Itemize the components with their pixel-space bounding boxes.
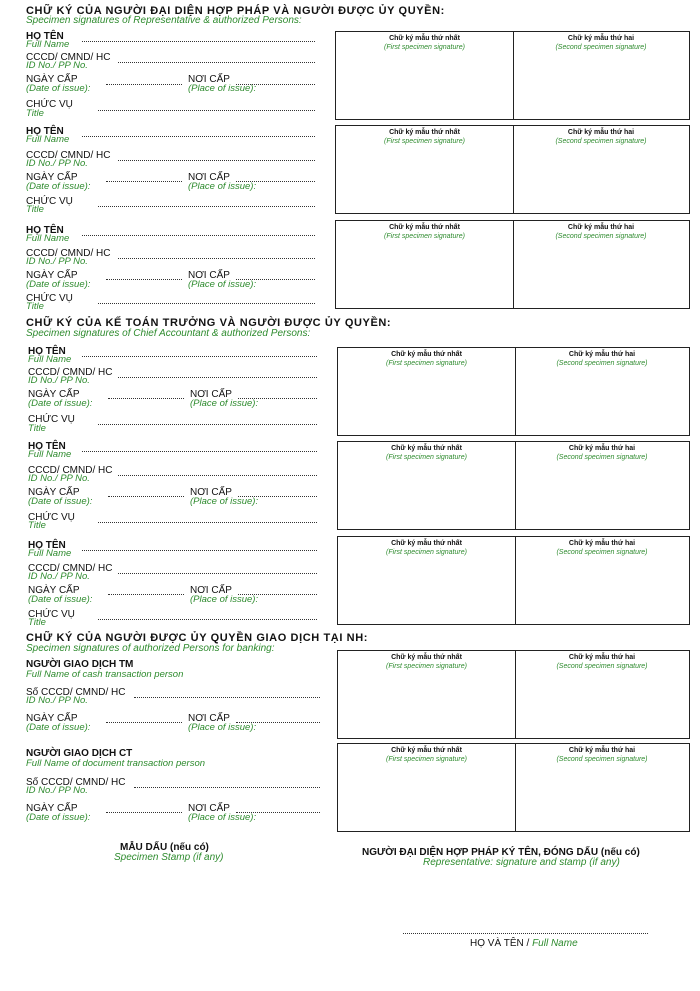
id-field[interactable] [118,62,315,63]
section3-title: CHỮ KÝ CỦA NGƯỜI ĐƯỢC ỦY QUYỀN GIAO DỊCH TẠI NH: [26,632,369,644]
full-name-label: HỌ TÊN [28,441,66,452]
first-signature-cell[interactable] [336,126,513,213]
id-label-en: ID No./ PP No. [26,695,88,706]
title-label-en: Title [26,301,44,312]
issue-date-label: NGÀY CẤP [26,270,78,281]
full-name-label: HỌ TÊN [26,225,64,236]
full-name-caption [470,938,578,949]
full-name-field[interactable] [82,356,317,357]
second-signature-cell[interactable] [515,537,689,624]
first-signature-label: Chữ ký mẫu thứ nhất [391,747,462,754]
second-signature-label-en: (Second specimen signature) [555,233,647,240]
full-name-label: HỌ TÊN [26,31,64,42]
full-name-field[interactable] [82,235,315,236]
id-label-en: ID No./ PP No. [26,60,88,71]
issue-place-label: NƠI CẤP [190,585,232,596]
issue-place-label-en: (Place of issue): [188,722,257,733]
title-field[interactable] [98,522,317,523]
first-signature-label-en: (First specimen signature) [384,233,465,240]
first-signature-label-en: (First specimen signature) [386,454,467,461]
title-label: CHỨC VỤ [28,414,75,425]
first-signature-label: Chữ ký mẫu thứ nhất [389,129,460,136]
full-name-field[interactable] [82,451,317,452]
issue-date-label-en: (Date of issue): [26,181,91,192]
issue-place-label-en: (Place of issue): [190,594,259,605]
issue-date-field[interactable] [108,398,184,399]
first-signature-label-en: (First specimen signature) [384,138,465,145]
issue-date-label: NGÀY CẤP [26,74,78,85]
full-name-label: HỌ TÊN [26,126,64,137]
id-field[interactable] [118,258,315,259]
first-signature-cell[interactable] [336,221,513,308]
signature-box[interactable] [337,743,690,832]
issue-place-label-en: (Place of issue): [188,181,257,192]
second-signature-cell[interactable] [515,744,689,831]
stamp-label: MẪU DẤU (nếu có) [120,842,209,853]
second-signature-label: Chữ ký mẫu thứ hai [567,129,635,136]
issue-date-label-en: (Date of issue): [28,594,93,605]
first-signature-label: Chữ ký mẫu thứ nhất [391,351,462,358]
issue-date-field[interactable] [106,84,182,85]
issue-date-field[interactable] [108,496,184,497]
issue-place-label: NƠI CẤP [188,803,230,814]
id-field[interactable] [118,160,315,161]
second-signature-cell[interactable] [513,126,689,213]
issue-date-label-en: (Date of issue): [28,398,93,409]
second-signature-cell[interactable] [515,442,689,529]
full-name-field[interactable] [82,136,315,137]
cash-person-label-en: Full Name of cash transaction person [26,669,184,680]
cash-person-label: NGƯỜI GIAO DỊCH TM [26,659,134,670]
second-signature-cell[interactable] [513,32,689,119]
first-signature-label-en: (First specimen signature) [386,663,467,670]
id-label-en: ID No./ PP No. [28,375,90,386]
full-name-label: HỌ TÊN [28,346,66,357]
issue-place-label: NƠI CẤP [188,172,230,183]
signature-box[interactable] [337,347,690,436]
first-signature-label: Chữ ký mẫu thứ nhất [389,35,460,42]
first-signature-cell[interactable] [338,651,515,738]
title-label: CHỨC VỤ [26,293,73,304]
id-label: CCCD/ CMND/ HC [26,150,111,161]
id-label-en: ID No./ PP No. [28,473,90,484]
title-label-en: Title [28,617,46,628]
section2-title: CHỮ KÝ CỦA KẾ TOÁN TRƯỞNG VÀ NGƯỜI ĐƯỢC ỦY QUYỀN: [26,317,392,329]
issue-place-label: NƠI CẤP [188,713,230,724]
representative-label-en: Representative: signature and stamp (if any) [423,857,620,868]
second-signature-label-en: (Second specimen signature) [556,756,648,763]
issue-date-label-en: (Date of issue): [26,722,91,733]
first-signature-cell[interactable] [336,32,513,119]
first-signature-cell[interactable] [338,442,515,529]
issue-date-label: NGÀY CẤP [28,585,80,596]
issue-place-label: NƠI CẤP [190,389,232,400]
first-signature-cell[interactable] [338,348,515,435]
second-signature-label: Chữ ký mẫu thứ hai [568,747,636,754]
issue-date-label-en: (Date of issue): [28,496,93,507]
title-label-en: Title [26,108,44,119]
title-label: CHỨC VỤ [28,512,75,523]
first-signature-label: Chữ ký mẫu thứ nhất [391,654,462,661]
title-label-en: Title [28,423,46,434]
title-field[interactable] [98,619,317,620]
issue-place-field[interactable] [238,496,317,497]
title-label-en: Title [26,204,44,215]
second-signature-label: Chữ ký mẫu thứ hai [568,351,636,358]
section2-subtitle: Specimen signatures of Chief Accountant & authorized Persons: [26,328,311,339]
first-signature-cell[interactable] [338,537,515,624]
first-signature-label-en: (First specimen signature) [384,44,465,51]
id-label-en: ID No./ PP No. [26,256,88,267]
first-signature-label: Chữ ký mẫu thứ nhất [391,540,462,547]
issue-place-label-en: (Place of issue): [188,279,257,290]
second-signature-label: Chữ ký mẫu thứ hai [567,35,635,42]
issue-place-label: NƠI CẤP [190,487,232,498]
issue-date-label-en: (Date of issue): [26,279,91,290]
issue-place-field[interactable] [238,398,317,399]
second-signature-label: Chữ ký mẫu thứ hai [568,654,636,661]
full-name-field[interactable] [82,41,315,42]
second-signature-cell[interactable] [515,348,689,435]
issue-place-label: NƠI CẤP [188,74,230,85]
full-name-label-en: Full Name [26,233,70,244]
id-label-en: ID No./ PP No. [28,571,90,582]
issue-place-field[interactable] [236,812,320,813]
first-signature-label-en: (First specimen signature) [386,756,467,763]
issue-place-field[interactable] [238,594,317,595]
first-signature-label-en: (First specimen signature) [386,549,467,556]
first-signature-label: Chữ ký mẫu thứ nhất [391,445,462,452]
id-label: Số CCCD/ CMND/ HC [26,687,126,698]
id-field[interactable] [134,697,320,698]
signature-box[interactable] [337,650,690,739]
representative-label: NGƯỜI ĐẠI DIỆN HỢP PHÁP KÝ TÊN, ĐÓNG DẤU (nếu có) [362,847,640,858]
id-label-en: ID No./ PP No. [26,785,88,796]
full-name-field[interactable] [82,550,317,551]
second-signature-label-en: (Second specimen signature) [555,44,647,51]
second-signature-label-en: (Second specimen signature) [556,360,648,367]
id-label: CCCD/ CMND/ HC [26,52,111,63]
id-field[interactable] [118,475,317,476]
issue-date-field[interactable] [106,812,182,813]
id-field[interactable] [118,377,317,378]
id-label: Số CCCD/ CMND/ HC [26,777,126,788]
second-signature-label: Chữ ký mẫu thứ hai [567,224,635,231]
issue-date-label: NGÀY CẤP [26,713,78,724]
full-name-label-en: Full Name [26,134,70,145]
first-signature-cell[interactable] [338,744,515,831]
first-signature-label-en: (First specimen signature) [386,360,467,367]
first-signature-label: Chữ ký mẫu thứ nhất [389,224,460,231]
full-name-caption-en: Full Name [532,938,578,949]
title-label: CHỨC VỤ [26,196,73,207]
signature-box[interactable] [335,220,690,309]
doc-person-label: NGƯỜI GIAO DỊCH CT [26,748,133,759]
issue-place-label-en: (Place of issue): [190,496,259,507]
issue-date-label-en: (Date of issue): [26,812,91,823]
id-field[interactable] [134,787,320,788]
title-field[interactable] [98,303,315,304]
second-signature-label: Chữ ký mẫu thứ hai [568,540,636,547]
full-name-label: HỌ TÊN [28,540,66,551]
issue-place-field[interactable] [236,84,315,85]
issue-place-field[interactable] [236,722,320,723]
signature-box[interactable] [337,441,690,530]
second-signature-cell[interactable] [515,651,689,738]
issue-date-field[interactable] [106,279,182,280]
representative-name-field[interactable] [403,933,648,934]
issue-place-field[interactable] [236,181,315,182]
issue-date-label: NGÀY CẤP [26,803,78,814]
issue-date-field[interactable] [106,181,182,182]
full-name-label-en: Full Name [28,548,72,559]
second-signature-label-en: (Second specimen signature) [555,138,647,145]
issue-date-field[interactable] [106,722,182,723]
second-signature-label-en: (Second specimen signature) [556,663,648,670]
id-label: CCCD/ CMND/ HC [28,465,113,476]
title-label: CHỨC VỤ [28,609,75,620]
id-label: CCCD/ CMND/ HC [28,563,113,574]
issue-place-label: NƠI CẤP [188,270,230,281]
id-label-en: ID No./ PP No. [26,158,88,169]
issue-place-field[interactable] [236,279,315,280]
issue-date-label: NGÀY CẤP [28,487,80,498]
doc-person-label-en: Full Name of document transaction person [26,758,206,769]
second-signature-label: Chữ ký mẫu thứ hai [568,445,636,452]
issue-place-label-en: (Place of issue): [188,83,257,94]
signature-box[interactable] [335,125,690,214]
issue-place-label-en: (Place of issue): [188,812,257,823]
full-name-caption-vi: HỌ VÀ TÊN / [470,938,530,949]
second-signature-cell[interactable] [513,221,689,308]
title-label-en: Title [28,520,46,531]
signature-box[interactable] [337,536,690,625]
full-name-label-en: Full Name [26,39,70,50]
id-label: CCCD/ CMND/ HC [28,367,113,378]
title-field[interactable] [98,110,315,111]
title-field[interactable] [98,206,315,207]
stamp-label-en: Specimen Stamp (if any) [114,852,224,863]
full-name-label-en: Full Name [28,354,72,365]
id-field[interactable] [118,573,317,574]
section1-title: CHỮ KÝ CỦA NGƯỜI ĐẠI DIỆN HỢP PHÁP VÀ NGƯỜI ĐƯỢC ỦY QUYỀN: [26,5,445,17]
issue-date-label: NGÀY CẤP [28,389,80,400]
issue-place-label-en: (Place of issue): [190,398,259,409]
issue-date-field[interactable] [108,594,184,595]
full-name-label-en: Full Name [28,449,72,460]
section3-subtitle: Specimen signatures of authorized Persons for banking: [26,643,275,654]
title-field[interactable] [98,424,317,425]
id-label: CCCD/ CMND/ HC [26,248,111,259]
title-label: CHỨC VỤ [26,99,73,110]
issue-date-label: NGÀY CẤP [26,172,78,183]
second-signature-label-en: (Second specimen signature) [556,454,648,461]
section1-subtitle: Specimen signatures of Representative & authorized Persons: [26,15,302,26]
second-signature-label-en: (Second specimen signature) [556,549,648,556]
issue-date-label-en: (Date of issue): [26,83,91,94]
signature-box[interactable] [335,31,690,120]
